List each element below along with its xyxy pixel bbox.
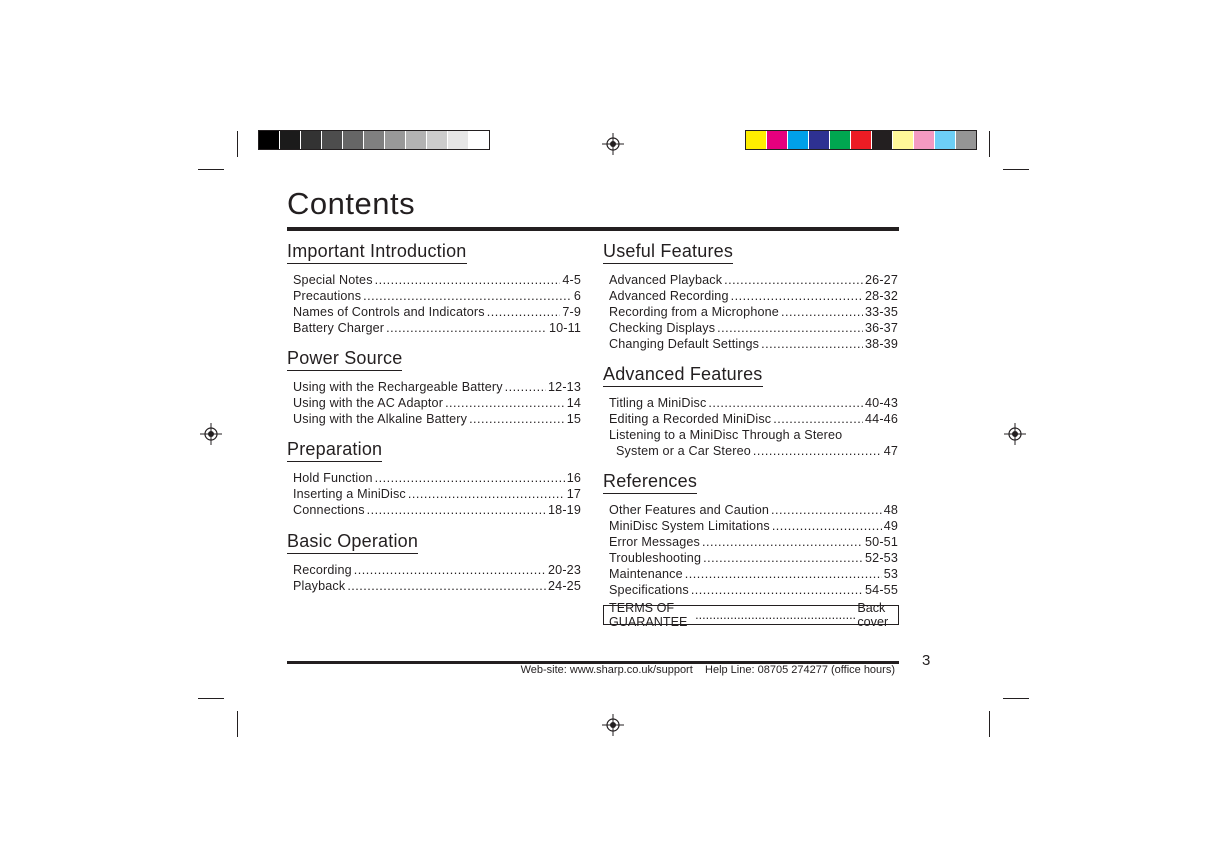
- color-swatch: [259, 131, 279, 149]
- toc-entry: [603, 321, 898, 337]
- footer-text: Web-site: www.sharp.co.uk/support Help Line: 08705 274277 (office hours): [520, 664, 895, 676]
- color-swatch: [955, 131, 976, 149]
- toc-entry-page: 38-39: [865, 336, 898, 351]
- toc-entry: [603, 503, 898, 519]
- toc-entry-label: Maintenance: [609, 566, 683, 581]
- toc-entry: [603, 535, 898, 551]
- color-swatch: [384, 131, 405, 149]
- toc-entry-page: 52-53: [865, 550, 898, 565]
- toc-entry-page: 6: [573, 288, 581, 303]
- toc-entry-page: 33-35: [865, 304, 898, 319]
- color-swatch: [787, 131, 808, 149]
- toc-entry-page: 10-11: [548, 320, 581, 335]
- toc-entry-page: 16: [566, 471, 581, 485]
- dot-leader: [731, 289, 863, 305]
- crop-mark: [237, 131, 238, 157]
- toc-entry-label: Other Features and Caution: [609, 503, 770, 517]
- section-useful-features: [603, 240, 898, 353]
- dot-leader: [487, 305, 561, 321]
- section-heading: Preparation: [287, 438, 382, 462]
- dot-leader: [724, 273, 863, 289]
- toc-list: [287, 471, 581, 519]
- section-power-source: [287, 347, 581, 428]
- toc-entry: [603, 289, 898, 305]
- color-swatch: [363, 131, 384, 149]
- crop-mark: [198, 698, 224, 699]
- color-swatch: [342, 131, 363, 149]
- toc-entry-page: 47: [883, 443, 898, 458]
- color-swatch: [892, 131, 913, 149]
- gray-color-bar: [258, 130, 490, 150]
- dot-leader: [703, 551, 863, 567]
- toc-entry-label: Editing a Recorded MiniDisc: [609, 411, 772, 426]
- toc-entry: [287, 487, 581, 503]
- toc-entry: [287, 305, 581, 321]
- color-swatch: [850, 131, 871, 149]
- section-heading: Basic Operation: [287, 530, 418, 554]
- toc-list: [287, 563, 581, 595]
- dot-leader: [771, 503, 882, 519]
- toc-entry-page: 53: [883, 566, 898, 581]
- toc-entry: [603, 519, 898, 535]
- toc-entry-page: 40-43: [865, 396, 898, 410]
- toc-entry-label: Using with the AC Adaptor: [293, 395, 444, 410]
- toc-entry: [603, 428, 898, 444]
- dot-leader: [469, 412, 565, 428]
- guarantee-box: [603, 601, 899, 629]
- toc-entry: [287, 321, 581, 337]
- page-number: 3: [922, 652, 931, 669]
- toc-entry: [603, 444, 898, 460]
- crop-mark: [1003, 169, 1029, 170]
- color-swatch: [300, 131, 321, 149]
- toc-entry-page: 49: [883, 518, 898, 533]
- dot-leader: [773, 412, 863, 428]
- toc-entry-label: System or a Car Stereo: [616, 443, 751, 458]
- toc-entry-label: Error Messages: [609, 534, 700, 549]
- toc-entry-page: 50-51: [865, 534, 898, 549]
- toc-entry-label: Advanced Playback: [609, 273, 723, 287]
- toc-entry: [603, 273, 898, 289]
- toc-entry-page: 12-13: [548, 380, 581, 394]
- dot-leader: [375, 471, 565, 487]
- toc-entry-page: 4-5: [562, 273, 581, 287]
- toc-entry-label: Connections: [293, 502, 365, 517]
- toc-entry: [603, 567, 898, 583]
- section-preparation: [287, 438, 581, 519]
- color-swatch: [808, 131, 829, 149]
- color-swatch: [426, 131, 447, 149]
- section-heading: References: [603, 470, 697, 494]
- registration-mark-icon: [1004, 423, 1026, 445]
- toc-entry-label: Precautions: [293, 288, 362, 303]
- dot-leader: [408, 487, 565, 503]
- color-swatch: [913, 131, 934, 149]
- dot-leader: [375, 273, 561, 289]
- section-heading: Important Introduction: [287, 240, 467, 264]
- toc-entry-label: Playback: [293, 578, 346, 593]
- toc-entry: [287, 289, 581, 305]
- dot-leader: [691, 583, 863, 599]
- registration-mark-icon: [602, 133, 624, 155]
- section-heading: Useful Features: [603, 240, 733, 264]
- toc-entry-page: 28-32: [865, 288, 898, 303]
- title-rule: [287, 227, 899, 231]
- toc-list: [603, 503, 898, 598]
- section-advanced-features: [603, 363, 898, 460]
- toc-entry-label: Recording from a Microphone: [609, 304, 779, 319]
- dot-leader: [702, 535, 863, 551]
- toc-entry: [603, 396, 898, 412]
- toc-entry: [287, 503, 581, 519]
- toc-entry: [287, 396, 581, 412]
- toc-entry: [287, 579, 581, 595]
- toc-entry-label: Specifications: [609, 582, 689, 597]
- dot-leader: [347, 579, 546, 595]
- toc-entry-page: 20-23: [548, 563, 581, 577]
- color-swatch: [405, 131, 426, 149]
- toc-entry-page: 17: [566, 486, 581, 501]
- toc-entry: [287, 563, 581, 579]
- color-swatch: [766, 131, 787, 149]
- toc-entry-label: Changing Default Settings: [609, 336, 760, 351]
- color-swatch: [468, 131, 489, 149]
- toc-entry-label: Checking Displays: [609, 320, 716, 335]
- color-swatch: [829, 131, 850, 149]
- toc-entry-page: 14: [566, 395, 581, 410]
- toc-entry-page: 24-25: [548, 578, 581, 593]
- dot-leader: [772, 519, 882, 535]
- toc-entry: [603, 412, 898, 428]
- crop-mark: [1003, 698, 1029, 699]
- toc-entry-page: 26-27: [865, 273, 898, 287]
- toc-entry: [603, 551, 898, 567]
- toc-entry-page: 44-46: [865, 411, 898, 426]
- toc-entry-label: Names of Controls and Indicators: [293, 304, 485, 319]
- dot-leader: [367, 503, 546, 519]
- dot-leader: [445, 396, 565, 412]
- guarantee-page: Back cover: [857, 601, 889, 629]
- crop-mark: [198, 169, 224, 170]
- toc-entry-page: 54-55: [865, 582, 898, 597]
- dot-leader: [761, 337, 863, 353]
- color-swatch: [746, 131, 766, 149]
- dot-leader: [695, 608, 855, 622]
- toc-entry: [603, 305, 898, 321]
- toc-entry-label: Titling a MiniDisc: [609, 396, 707, 410]
- toc-entry-page: 15: [566, 411, 581, 426]
- dot-leader: [781, 305, 863, 321]
- section-heading: Advanced Features: [603, 363, 763, 387]
- dot-leader: [363, 289, 572, 305]
- registration-mark-icon: [602, 714, 624, 736]
- toc-entry-label: Battery Charger: [293, 320, 385, 335]
- dot-leader: [386, 321, 547, 337]
- color-swatch: [871, 131, 892, 149]
- crop-mark: [989, 131, 990, 157]
- section-references: [603, 470, 898, 598]
- toc-entry-page: 48: [883, 503, 898, 517]
- toc-list: [603, 396, 898, 428]
- toc-entry-label: Hold Function: [293, 471, 373, 485]
- toc-entry-page: 18-19: [548, 502, 581, 517]
- dot-leader: [717, 321, 863, 337]
- toc-entry: [603, 583, 898, 599]
- crop-mark: [237, 711, 238, 737]
- crop-mark: [989, 711, 990, 737]
- toc-entry: [287, 380, 581, 396]
- guarantee-label: TERMS OF GUARANTEE: [609, 601, 688, 629]
- toc-entry-label: Using with the Rechargeable Battery: [293, 380, 503, 394]
- toc-entry-page: 7-9: [562, 304, 581, 319]
- toc-entry: [287, 471, 581, 487]
- color-swatch: [934, 131, 955, 149]
- toc-entry-label: MiniDisc System Limitations: [609, 518, 770, 533]
- dot-leader: [685, 567, 882, 583]
- toc-entry-label: Using with the Alkaline Battery: [293, 411, 468, 426]
- toc-entry-label: Listening to a MiniDisc Through a Stereo: [609, 427, 843, 442]
- process-color-bar: [745, 130, 977, 150]
- toc-entry-label: Advanced Recording: [609, 288, 729, 303]
- toc-list: [287, 380, 581, 428]
- toc-list: [287, 273, 581, 337]
- section-important-introduction: [287, 240, 581, 337]
- toc-entry-label: Recording: [293, 563, 352, 577]
- page-title: Contents: [287, 186, 416, 221]
- toc-entry-label: Troubleshooting: [609, 550, 702, 565]
- toc-entry-label: Inserting a MiniDisc: [293, 486, 406, 501]
- dot-leader: [708, 396, 863, 412]
- section-heading: Power Source: [287, 347, 402, 371]
- toc-entry-page: 36-37: [865, 320, 898, 335]
- color-swatch: [279, 131, 300, 149]
- section-basic-operation: [287, 530, 581, 595]
- toc-entry-label: Special Notes: [293, 273, 373, 287]
- color-swatch: [321, 131, 342, 149]
- toc-list: [603, 273, 898, 353]
- dot-leader: [354, 563, 546, 579]
- registration-mark-icon: [200, 423, 222, 445]
- toc-entry: [287, 412, 581, 428]
- toc-entry: [287, 273, 581, 289]
- dot-leader: [505, 380, 546, 396]
- color-swatch: [447, 131, 468, 149]
- dot-leader: [753, 444, 882, 460]
- toc-entry: [603, 337, 898, 353]
